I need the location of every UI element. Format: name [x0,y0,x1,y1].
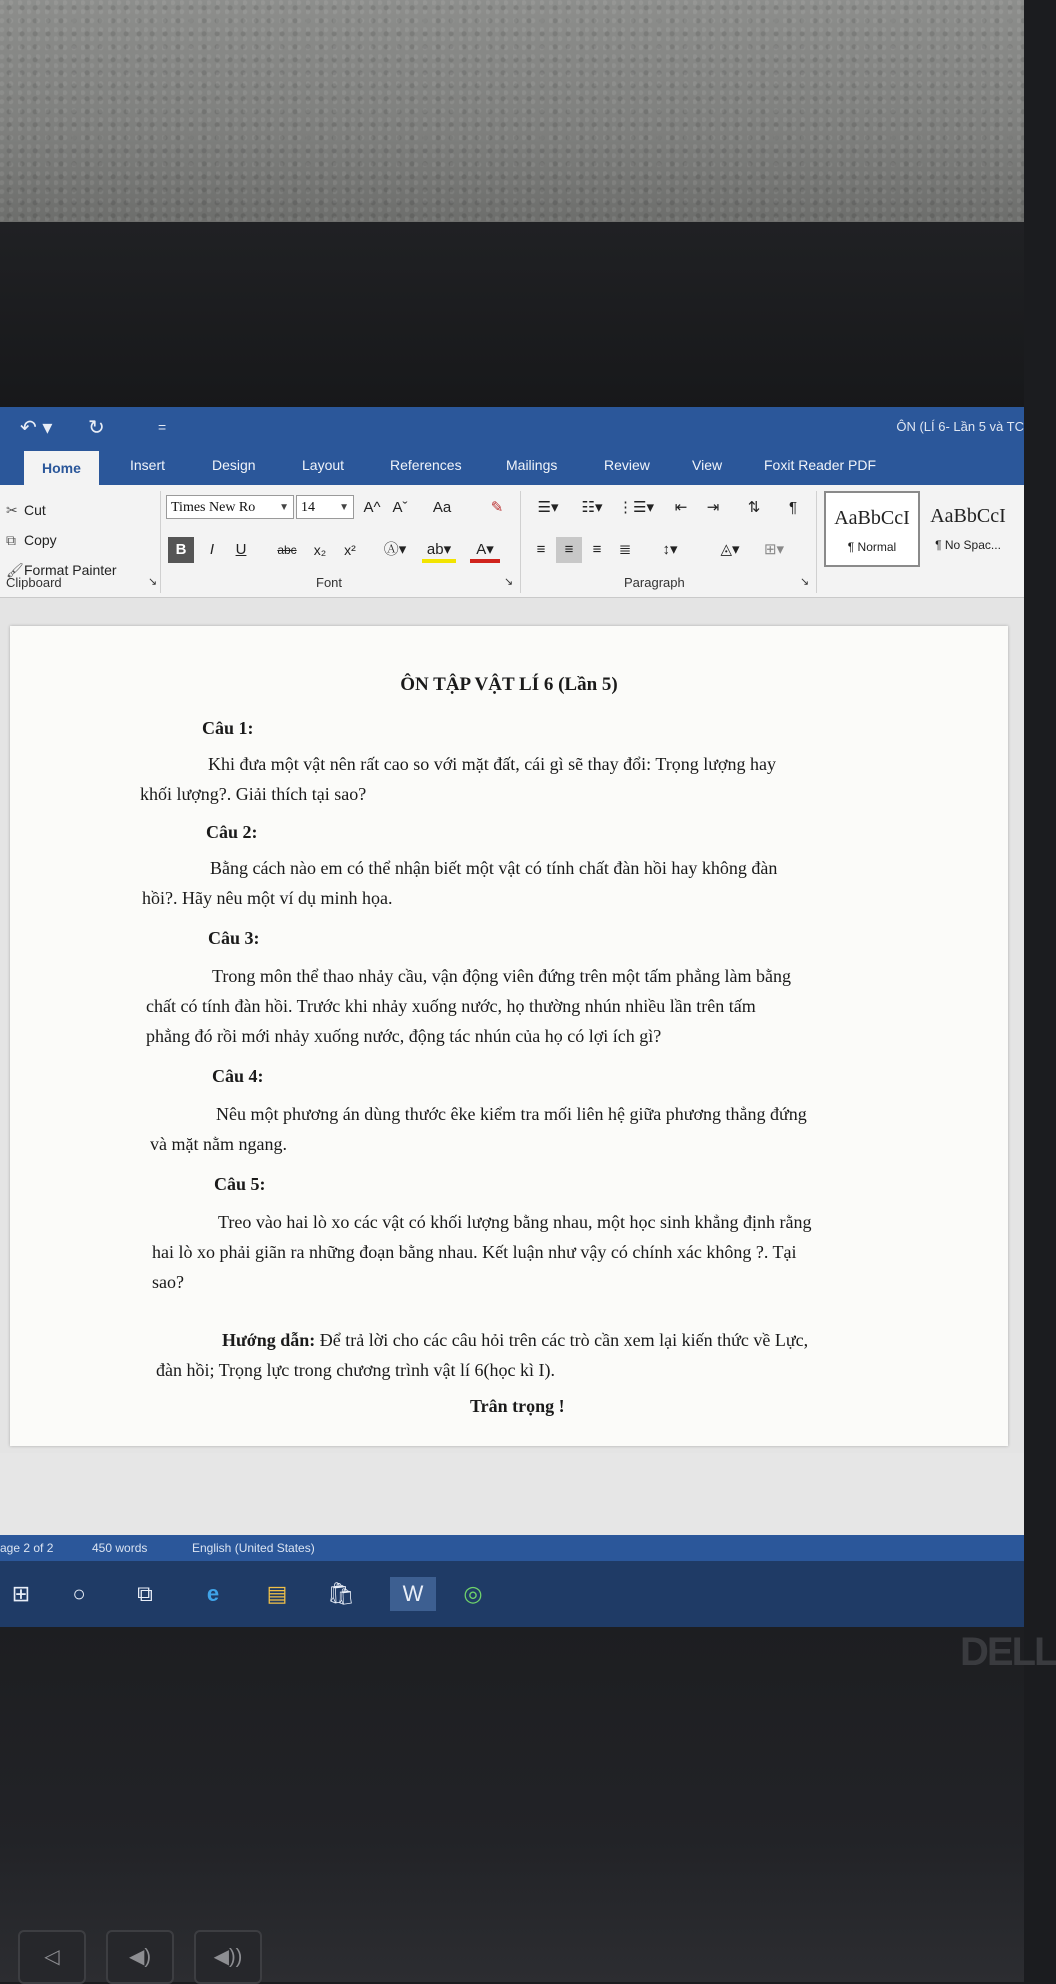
style-normal-label: ¶ Normal [847,540,897,554]
format-painter-label: Format Painter [24,562,117,578]
copy-icon: ⧉ [6,532,16,548]
monitor-bezel-top [0,222,1024,412]
guide-line-1 [222,1330,808,1351]
question-3-line-2: chất có tính đàn hồi. Trước khi nhảy xuống nước, họ thường nhún nhiều lần trên tấm [146,996,756,1016]
style-normal-preview: AaBbCcI [834,507,910,529]
multilevel-list-icon[interactable]: ⋮☰▾ [618,499,654,516]
guide-label: Hướng dẫn: [222,1330,316,1350]
window-title: ÔN (LÍ 6- Lần 5 và TC [896,419,1024,434]
file-explorer-icon[interactable]: ▤ [266,1581,288,1606]
question-4-line-1: Nêu một phương án dùng thước êke kiểm tra mối liên hệ giữa phương thẳng đứng [216,1104,807,1124]
language-indicator[interactable]: English (United States) [192,1541,315,1555]
paragraph-group-label: Paragraph [624,575,685,590]
question-1-line-2: khối lượng?. Giải thích tại sao? [140,784,367,804]
tab-insert[interactable]: Insert [130,457,166,473]
font-name-combo[interactable] [166,495,294,519]
status-bar [0,1535,1024,1561]
shading-icon[interactable]: ◬▾ [720,541,740,558]
clipboard-group-label: Clipboard [6,575,62,590]
justify-icon[interactable]: ≣ [618,541,632,558]
task-view-icon[interactable]: ⧉ [137,1581,153,1606]
paragraph-launcher-icon[interactable]: ↘ [800,576,810,588]
clipboard-launcher-icon[interactable]: ↘ [148,576,158,588]
question-2-line-2: hồi?. Hãy nêu một ví dụ minh họa. [142,888,393,908]
redo-icon[interactable]: ↻ [88,417,105,439]
question-5-line-1: Treo vào hai lò xo các vật có khối lượng bằng nhau, một học sinh khẳng định rằng [218,1212,812,1232]
increase-indent-icon[interactable]: ⇥ [706,499,720,516]
key-volume-down-icon[interactable]: ◀) [106,1930,174,1984]
align-left-icon[interactable]: ≡ [536,541,546,558]
divider [520,491,521,593]
laptop-logo: DELL [960,1630,1056,1674]
subscript-button[interactable]: x₂ [313,542,327,558]
document-area [0,598,1024,1453]
style-no-spacing-label: ¶ No Spac... [935,538,1001,552]
guide-text: Để trả lời cho các câu hỏi trên các trò cần xem lại kiến thức về Lực, [319,1330,809,1350]
store-icon[interactable]: 🛍 [327,1581,355,1606]
font-size-value: 14 [301,500,315,515]
question-1-line-1: Khi đưa một vật nên rất cao so với mặt đất, cái gì sẽ thay đổi: Trọng lượng hay [208,754,776,774]
closing-text: Trân trọng ! [470,1396,565,1416]
tab-home[interactable]: Home [24,451,99,485]
page-count[interactable]: age 2 of 2 [0,1541,54,1555]
key-volume-up-icon[interactable]: ◀)) [194,1930,262,1984]
font-color-icon[interactable]: A▾ [470,537,500,563]
borders-icon[interactable]: ⊞▾ [763,541,785,558]
decrease-indent-icon[interactable]: ⇤ [674,499,688,516]
font-group-label: Font [316,575,343,590]
copy-label: Copy [24,532,57,548]
question-5-heading: Câu 5: [214,1174,266,1194]
word-app-icon[interactable]: W [390,1577,436,1611]
cut-label: Cut [24,502,46,518]
clipboard-group [6,495,117,585]
style-normal[interactable] [824,491,920,567]
italic-button[interactable]: I [209,541,215,558]
question-3-line-1: Trong môn thể thao nhảy cầu, vận động viên đứng trên một tấm phẳng làm bằng [212,966,791,986]
grow-font-button[interactable]: A^ [363,499,381,516]
tab-design[interactable]: Design [212,457,256,473]
tab-references[interactable]: References [390,457,462,473]
divider [160,491,161,593]
tab-view[interactable]: View [692,457,723,473]
font-size-combo[interactable] [296,495,354,519]
strikethrough-button[interactable]: abc [277,543,297,557]
font-name-value: Times New Ro [171,500,256,515]
ribbon-tabs [0,447,1024,485]
tab-foxit-reader-pdf[interactable]: Foxit Reader PDF [764,457,877,473]
chevron-down-icon: ▼ [339,502,349,513]
question-3-heading: Câu 3: [208,928,260,948]
ribbon-home [0,485,1024,598]
question-4-line-2: và mặt nằm ngang. [150,1134,287,1154]
clear-formatting-icon[interactable]: ✎ [490,499,504,516]
undo-icon[interactable]: ↶ ▾ [20,417,53,439]
underline-button[interactable]: U [235,541,247,558]
word-window [0,407,1024,1627]
tab-mailings[interactable]: Mailings [506,457,558,473]
highlight-color-icon[interactable]: ab▾ [422,537,456,563]
divider [816,491,817,593]
chevron-down-icon: ▼ [279,502,289,513]
align-center-icon[interactable]: ≡ [556,537,582,563]
style-no-spacing-preview: AaBbCcI [930,505,1006,527]
question-5-line-3: sao? [152,1272,184,1292]
sort-icon[interactable]: ⇅ [747,499,761,516]
text-effects-icon[interactable]: Ⓐ▾ [383,541,407,558]
bullets-icon[interactable]: ☰▾ [537,499,559,516]
style-no-spacing[interactable] [920,491,1016,567]
change-case-button[interactable]: Aa [432,499,452,516]
customize-qat-button[interactable]: = [158,419,167,435]
question-4-heading: Câu 4: [212,1066,264,1086]
question-2-heading: Câu 2: [206,822,258,842]
windows-taskbar [0,1561,1024,1627]
copy-button[interactable] [6,525,117,555]
question-5-line-2: hai lò xo phải giãn ra những đoạn bằng nhau. Kết luận như vậy có chính xác không ?. Tại [152,1242,797,1262]
word-count[interactable]: 450 words [92,1541,148,1555]
edge-browser-icon[interactable]: e [206,1581,220,1606]
font-launcher-icon[interactable]: ↘ [504,576,514,588]
search-icon[interactable]: ○ [72,1581,86,1606]
numbering-icon[interactable]: ☷▾ [581,499,603,516]
guide-line-2: đàn hồi; Trọng lực trong chương trình vật lí 6(học kì I). [156,1360,555,1380]
question-3-line-3: phẳng đó rồi mới nhảy xuống nước, động tác nhún của họ có lợi ích gì? [146,1026,662,1046]
windows-start-icon[interactable]: ⊞ [11,1581,31,1606]
paintbrush-icon: 🖌 [6,562,24,578]
keyboard-keys [0,1930,1024,1982]
tab-layout[interactable]: Layout [302,457,345,473]
monitor-bezel-bottom [0,1627,1024,1982]
shrink-font-button[interactable]: Aˇ [392,499,408,516]
wall-background [0,0,1024,232]
show-formatting-icon[interactable]: ¶ [788,499,798,516]
align-right-icon[interactable]: ≡ [592,541,602,558]
key-mute-icon[interactable]: ◁ [18,1930,86,1984]
tab-review[interactable]: Review [604,457,650,473]
document-title: ÔN TẬP VẬT LÍ 6 (Lần 5) [400,674,618,695]
cut-button[interactable] [6,495,117,525]
app-icon[interactable]: ◎ [463,1581,483,1606]
bold-button[interactable]: B [168,537,194,563]
scissors-icon: ✂ [6,502,18,518]
superscript-button[interactable]: x² [344,542,356,558]
line-spacing-icon[interactable]: ↕▾ [662,541,678,558]
question-1-heading: Câu 1: [202,718,254,738]
question-2-line-1: Bằng cách nào em có thể nhận biết một vật có tính chất đàn hồi hay không đàn [210,858,778,878]
document-page[interactable] [10,626,1008,1446]
quick-access-toolbar [0,407,1024,447]
